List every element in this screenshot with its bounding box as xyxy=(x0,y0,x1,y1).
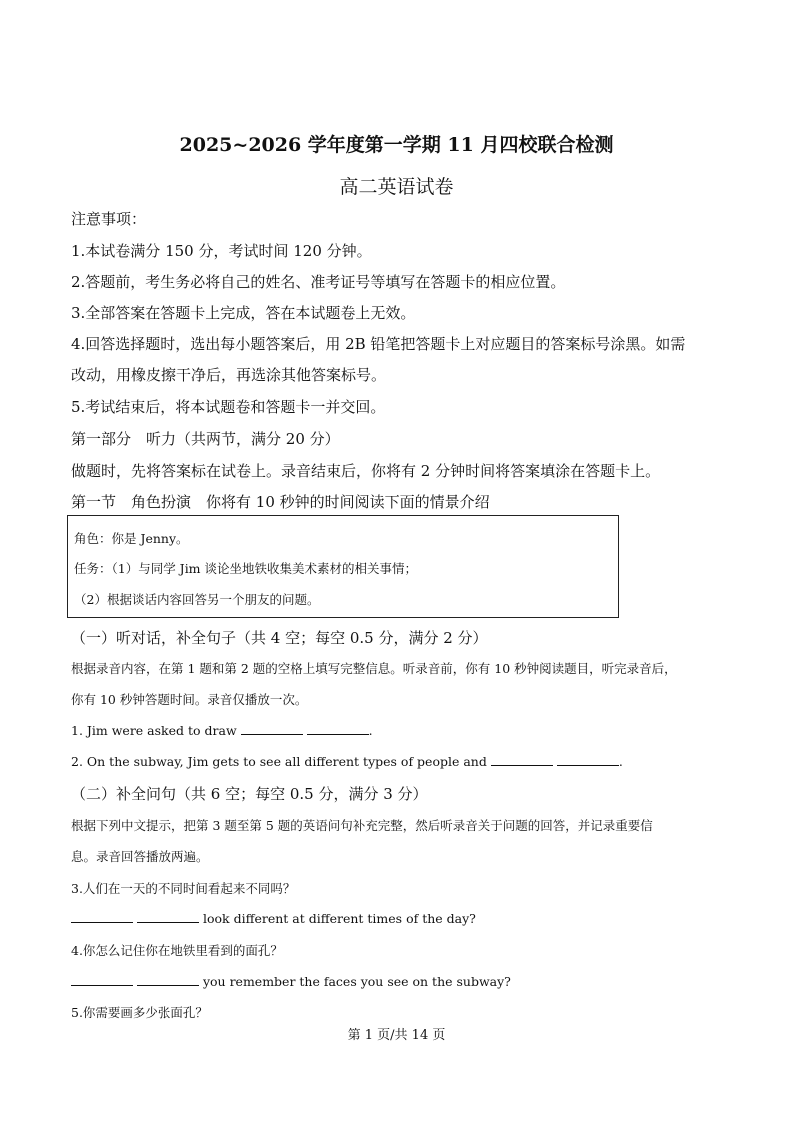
part1-heading: 第一部分 听力（共两节，满分 20 分） xyxy=(71,430,340,448)
scenario-role: 角色：你是 Jenny。 xyxy=(74,531,189,546)
answer-blank[interactable] xyxy=(71,973,133,986)
scenario-task-2: （2）根据谈话内容回答另一个朋友的问题。 xyxy=(74,592,320,607)
question-1 xyxy=(71,722,373,738)
answer-blank[interactable] xyxy=(557,753,619,766)
page-number: 第 1 页/共 14 页 xyxy=(347,1028,446,1043)
subsection2-instruction: 根据下列中文提示，把第 3 题至第 5 题的英语问句补充完整，然后听录音关于问题的回答，并记录重要信 xyxy=(71,818,653,833)
question-3-text: look different at different times of the day? xyxy=(202,911,476,926)
notice-item: 2.答题前，考生务必将自己的姓名、准考证号等填写在答题卡的相应位置。 xyxy=(71,273,566,291)
question-4-chinese: 4.你怎么记住你在地铁里看到的面孔？ xyxy=(71,943,283,958)
question-3-chinese: 3.人们在一天的不同时间看起来不同吗？ xyxy=(71,881,296,896)
scenario-task: 任务：（1）与同学 Jim 谈论坐地铁收集美术素材的相关事情； xyxy=(74,561,418,576)
answer-blank[interactable] xyxy=(137,910,199,923)
part1-instruction: 做题时，先将答案标在试卷上。录音结束后，你将有 2 分钟时间将答案填涂在答题卡上。 xyxy=(71,462,661,480)
subsection1-instruction: 根据录音内容，在第 1 题和第 2 题的空格上填写完整信息。听录音前，你有 10 秒钟阅读题目，听完录音后， xyxy=(71,661,677,676)
section1-heading: 第一节 角色扮演 你将有 10 秒钟的时间阅读下面的情景介绍 xyxy=(71,493,490,511)
scenario-box xyxy=(67,515,619,618)
question-1-text: 1. Jim were asked to draw xyxy=(71,723,237,738)
notice-item: 5.考试结束后，将本试题卷和答题卡一并交回。 xyxy=(71,398,386,416)
answer-blank[interactable] xyxy=(241,722,303,735)
answer-blank[interactable] xyxy=(71,910,133,923)
exam-title: 2025~2026 学年度第一学期 11 月四校联合检测 xyxy=(179,134,614,156)
answer-blank[interactable] xyxy=(307,722,369,735)
exam-subtitle: 高二英语试卷 xyxy=(339,176,454,198)
notice-item: 3.全部答案在答题卡上完成，答在本试题卷上无效。 xyxy=(71,304,416,322)
subsection2-heading: （二）补全问句（共 6 空；每空 0.5 分，满分 3 分） xyxy=(71,785,428,803)
question-4-text: you remember the faces you see on the subway? xyxy=(202,974,511,989)
question-4 xyxy=(71,973,511,989)
question-2 xyxy=(71,753,623,769)
answer-blank[interactable] xyxy=(491,753,553,766)
notice-item: 1.本试卷满分 150 分，考试时间 120 分钟。 xyxy=(71,242,372,260)
answer-blank[interactable] xyxy=(137,973,199,986)
question-5-chinese: 5.你需要画多少张面孔？ xyxy=(71,1005,208,1020)
question-2-text: 2. On the subway, Jim gets to see all different types of people and xyxy=(71,754,487,769)
question-3 xyxy=(71,910,476,926)
subsection1-heading: （一）听对话，补全句子（共 4 空；每空 0.5 分，满分 2 分） xyxy=(71,629,488,647)
subsection1-instruction: 你有 10 秒钟答题时间。录音仅播放一次。 xyxy=(71,692,308,707)
notice-heading: 注意事项： xyxy=(71,210,147,228)
subsection2-instruction: 息。录音回答播放两遍。 xyxy=(71,849,209,864)
question-2-end: . xyxy=(618,754,623,769)
question-1-end: . xyxy=(368,723,373,738)
notice-item: 4.回答选择题时，选出每小题答案后，用 2B 铅笔把答题卡上对应题目的答案标号涂黑。如需 xyxy=(71,335,686,353)
notice-item: 改动，用橡皮擦干净后，再选涂其他答案标号。 xyxy=(71,366,387,384)
